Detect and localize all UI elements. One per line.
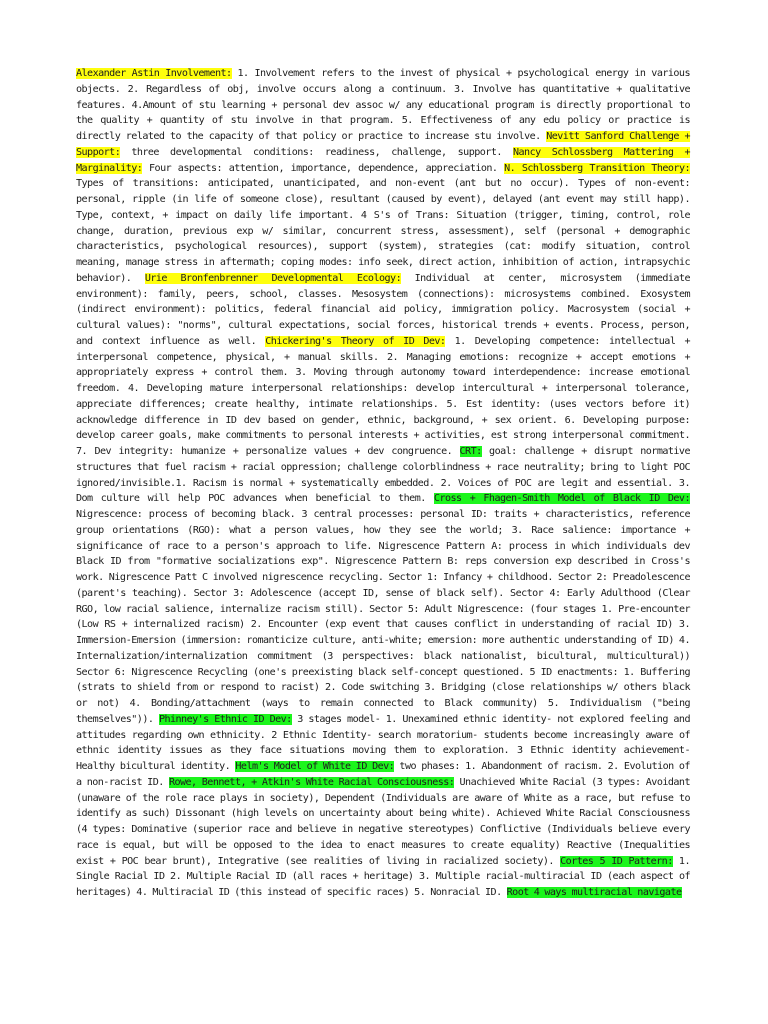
heading-crt: CRT: xyxy=(459,446,482,457)
heading-schlossberg-mattering: Nancy Schlossberg Mattering + Marginality: xyxy=(76,146,690,174)
body-text: Individual at center, microsystem (immediate environment): family, peers, school, classes. Mesosystem (connections): microsystems combined. Exosystem (indirect environment): politics, federal financial aid policy, immigration policy. Macrosystem (social + cultural values): "norms", cultural expectations, social forces, historical trends + events. Process, person, and context influence as well. xyxy=(76,272,690,347)
heading-sanford-challenge-support: Nevitt Sanford Challenge + Support: xyxy=(76,131,691,158)
body-text: Four aspects: attention, importance, dependence, appreciation. xyxy=(142,162,505,174)
heading-rowe-white-consciousness: Rowe, Bennett, + Atkin's White Racial Consciousness: xyxy=(168,776,455,788)
body-text: 1. Single Racial ID 2. Multiple Racial ID (all races + heritage) 3. Multiple racial-multiracial ID (each aspect of heritages) 4. Multiracial ID (this instead of specific races) 5. Nonracial ID. xyxy=(76,855,690,898)
body-text: 3 stages model- 1. Unexamined ethnic identity- not explored feeling and attitudes regarding own ethnicity. 2 Ethnic Identity- search moratorium- students become increasingly aware of ethnic identity issues as they face situations moving them to exploration. 3 Ethnic identity achievement- Healthy bicultural identity. xyxy=(76,713,690,772)
body-text: 1. Developing competence: intellectual + interpersonal competence, physical, + manual skills. 2. Managing emotions: recognize + accept emotions + appropriately express + control them. 3. Moving through autonomy toward interdependence: increase emotional freedom. 4. Developing mature interpersonal relationships: develop intercultural + interpersonal tolerance, appreciate differences; create healthy, intimate relationships. 5. Est identity: (uses vectors before it) acknowledge difference in ID dev based on gender, ethnic, background, + sex orient. 6. Developing purpose: develop career goals, make commitments to personal interests + activities, est strong interpersonal commitment. 7. Dev integrity: humanize + personalize values + dev congruence. xyxy=(76,335,690,457)
body-text: goal: challenge + disrupt normative structures that fuel racism + racial oppression; challenge colorblindness + race neutrality; bring to light POC ignored/invisible.1. Racism is normal + systematically embedded. 2. Voices of POC are legit and essential. 3. Dom culture will help POC advances when beneficial to them. xyxy=(76,446,690,505)
heading-astin-involvement: Alexander Astin Involvement: xyxy=(76,68,232,79)
body-text: three developmental conditions: readiness, challenge, support. xyxy=(120,146,513,158)
body-text: two phases: 1. Abandonment of racism. 2. Evolution of a non-racist ID. xyxy=(76,761,690,788)
heading-phinney-ethnic-id: Phinney's Ethnic ID Dev: xyxy=(158,713,292,725)
heading-helms-white-id: Helm's Model of White ID Dev: xyxy=(235,761,395,772)
body-text: Types of transitions: anticipated, unanticipated, and non-event (ant but no occur). Types of non-event: personal, ripple (in life of someone close), resultant (caused by event), delayed (ant event may still happ). Type, context, + impact on daily life important. 4 S's of Trans: Situation (trigger, timing, control, role change, duration, previous exp w/ similar, concurrent stress, assessment), self (personal + demographic characteristics, psychological resources), support (system), strategies (cat: modify situation, control meaning, manage stress in aftermath; coping modes: info seek, direct action, inhibition of action, intrapsychic behavior). xyxy=(76,178,690,284)
notes-paragraph xyxy=(76,66,690,901)
body-text: Unachieved White Racial (3 types: Avoidant (unaware of the role race plays in society), Dependent (Individuals are aware of White as a race, but refuse to identify as such) Dissonant (high levels on uncertainty about being white). Achieved White Racial Consciousness (4 types: Dominative (superior race and believe in negative stereotypes) Conflictive (Individuals believe every race is equal, but will be opposed to the idea to enact measures to create equality) Reactive (Inequalities exist + POC bear brunt), Integrative (see realities of living in racialized society). xyxy=(76,776,690,867)
heading-cross-black-id-dev: Cross + Fhagen-Smith Model of Black ID Dev: xyxy=(433,493,690,505)
heading-cortes-id-pattern: Cortes 5 ID Pattern: xyxy=(560,855,673,867)
body-text: 1. Involvement refers to the invest of physical + psychological energy in various objects. 2. Regardless of obj, involve occurs along a continuum. 3. Involve has quantitative + qualitative features. 4.Amount of stu learning + personal dev assoc w/ any educational program is directly proportional to the quality + quantity of stu involve in that program. 5. Effectiveness of any edu policy or practice is directly related to the capacity of that policy or practice to increase stu involve. xyxy=(76,68,690,142)
heading-chickering-id-dev: Chickering's Theory of ID Dev: xyxy=(265,335,446,347)
heading-bronfenbrenner-ecology: Urie Bronfenbrenner Developmental Ecology: xyxy=(144,272,402,284)
body-text: Nigrescence: process of becoming black. 3 central processes: personal ID: traits + characteristics, reference group orientations (RGO): what a person values, how they see the world; 3. Race salience: importance + significance of race to a person's approach to life. Nigrescence Pattern A: process in which individuals dev Black ID from "formative socializations exp". Nigrescence Pattern B: reps conversion exp described in Cross's work. Nigrescence Patt C involved nigrescence recycling. Sector 1: Infancy + childhood. Sector 2: Preadolescence (parent's teaching). Sector 3: Adolescence (accept ID, sense of black self). Sector 4: Early Adulthood (Clear RGO, low racial salience, internalize racism still). Sector 5: Adult Nigrescence: (four stages 1. Pre-encounter (Low RS + internalized racism) 2. Encounter (exp event that causes conflict in understanding of racial ID) 3. Immersion-Emersion (immersion: romanticize culture, anti-white; emersion: more authentic understanding of ID) 4. Internalization/internalization commitment (3 perspectives: black nationalist, bicultural, multicultural)) Sector 6: Nigrescence Recycling (one's preexisting black self-concept questioned. 5 ID enactments: 1. Buffering (strats to shield from or respond to racist) 2. Code switching 3. Bridging (close relationships w/ others black or not) 4. Bonding/attachment (ways to remain connected to Black community) 5. Individualism ("being themselves")). xyxy=(76,509,690,725)
heading-root-multiracial: Root 4 ways multiracial navigate xyxy=(506,887,682,898)
heading-schlossberg-transition: N. Schlossberg Transition Theory: xyxy=(504,162,690,174)
